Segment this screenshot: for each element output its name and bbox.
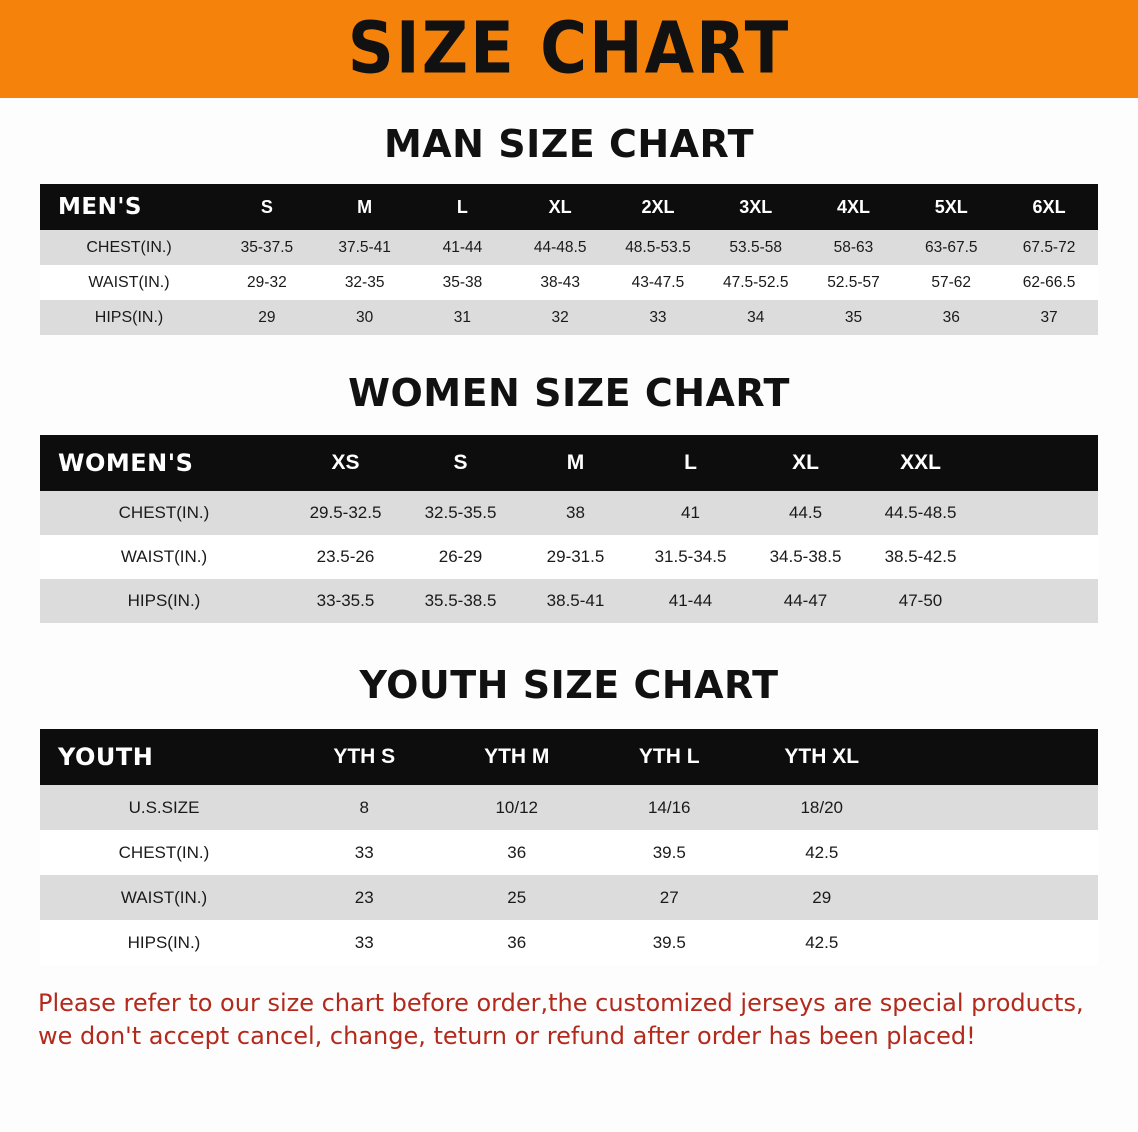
man-cell-1-1: 32-35: [316, 265, 414, 300]
man-section-heading: MAN SIZE CHART: [383, 122, 755, 166]
man-cell-2-6: 35: [805, 300, 903, 335]
women-section-heading: WOMEN SIZE CHART: [348, 371, 790, 415]
man-corner-label: MEN'S: [40, 184, 218, 230]
youth-cell-0-0: 8: [288, 785, 441, 830]
women-cell-0-1: 32.5-35.5: [403, 491, 518, 535]
man-cell-0-5: 53.5-58: [707, 230, 805, 265]
table-row: [40, 265, 1098, 300]
youth-corner-label: YOUTH: [40, 729, 288, 785]
youth-cell-3-0: 33: [288, 920, 441, 965]
man-row-0-label: CHEST(IN.): [40, 230, 218, 265]
women-cell-2-4: 44-47: [748, 579, 863, 623]
youth-row-2-label: WAIST(IN.): [40, 875, 288, 920]
women-cell-2-spacer: [978, 579, 1098, 623]
women-row-1-label: WAIST(IN.): [40, 535, 288, 579]
table-row: [40, 300, 1098, 335]
man-table-body: [40, 230, 1098, 335]
man-col-6: 4XL: [805, 184, 903, 230]
youth-size-table: [40, 729, 1098, 965]
man-cell-1-4: 43-47.5: [609, 265, 707, 300]
table-row: [40, 920, 1098, 965]
youth-cell-1-1: 36: [441, 830, 594, 875]
youth-row-3-label: HIPS(IN.): [40, 920, 288, 965]
man-cell-2-0: 29: [218, 300, 316, 335]
man-cell-0-4: 48.5-53.5: [609, 230, 707, 265]
youth-cell-1-2: 39.5: [593, 830, 746, 875]
page-banner: [0, 0, 1138, 98]
man-col-3: XL: [511, 184, 609, 230]
youth-cell-1-0: 33: [288, 830, 441, 875]
man-cell-0-8: 67.5-72: [1000, 230, 1098, 265]
man-cell-2-3: 32: [511, 300, 609, 335]
man-cell-2-8: 37: [1000, 300, 1098, 335]
youth-cell-2-3: 29: [746, 875, 899, 920]
youth-cell-0-spacer: [898, 785, 1098, 830]
youth-cell-0-1: 10/12: [441, 785, 594, 830]
women-cell-2-1: 35.5-38.5: [403, 579, 518, 623]
women-cell-0-2: 38: [518, 491, 633, 535]
table-row: [40, 579, 1098, 623]
women-cell-2-0: 33-35.5: [288, 579, 403, 623]
women-cell-2-2: 38.5-41: [518, 579, 633, 623]
man-cell-2-7: 36: [902, 300, 1000, 335]
man-cell-1-5: 47.5-52.5: [707, 265, 805, 300]
women-cell-1-1: 26-29: [403, 535, 518, 579]
man-cell-0-7: 63-67.5: [902, 230, 1000, 265]
youth-cell-2-1: 25: [441, 875, 594, 920]
women-row-2-label: HIPS(IN.): [40, 579, 288, 623]
women-col-5: XXL: [863, 435, 978, 491]
women-cell-2-3: 41-44: [633, 579, 748, 623]
women-cell-2-5: 47-50: [863, 579, 978, 623]
youth-cell-1-3: 42.5: [746, 830, 899, 875]
table-row: [40, 230, 1098, 265]
women-row-0-label: CHEST(IN.): [40, 491, 288, 535]
man-col-4: 2XL: [609, 184, 707, 230]
man-cell-1-6: 52.5-57: [805, 265, 903, 300]
man-cell-1-0: 29-32: [218, 265, 316, 300]
man-col-2: L: [414, 184, 512, 230]
youth-row-0-label: U.S.SIZE: [40, 785, 288, 830]
youth-col-2: YTH L: [593, 729, 746, 785]
man-col-8: 6XL: [1000, 184, 1098, 230]
man-cell-0-2: 41-44: [414, 230, 512, 265]
youth-section-heading: YOUTH SIZE CHART: [359, 663, 779, 707]
youth-cell-0-3: 18/20: [746, 785, 899, 830]
table-header-row: [40, 184, 1098, 230]
table-header-row: [40, 435, 1098, 491]
man-cell-2-2: 31: [414, 300, 512, 335]
table-header-row: [40, 729, 1098, 785]
youth-chart-wrapper: [0, 729, 1138, 965]
women-table-header: [40, 435, 1098, 491]
man-cell-2-5: 34: [707, 300, 805, 335]
disclaimer-line-2: we don't accept cancel, change, teturn or refund after order has been placed!: [38, 1022, 976, 1051]
table-row: [40, 875, 1098, 920]
disclaimer-line-1: Please refer to our size chart before order,the customized jerseys are special products,: [38, 989, 1084, 1017]
table-row: [40, 785, 1098, 830]
youth-col-3: YTH XL: [746, 729, 899, 785]
man-cell-2-4: 33: [609, 300, 707, 335]
youth-cell-1-spacer: [898, 830, 1098, 875]
man-col-1: M: [316, 184, 414, 230]
disclaimer-note: [38, 987, 1100, 1053]
man-chart-wrapper: [0, 184, 1138, 335]
youth-cell-3-spacer: [898, 920, 1098, 965]
women-cell-0-5: 44.5-48.5: [863, 491, 978, 535]
youth-col-1: YTH M: [441, 729, 594, 785]
table-row: [40, 830, 1098, 875]
women-cell-1-4: 34.5-38.5: [748, 535, 863, 579]
women-col-spacer: [978, 435, 1098, 491]
man-cell-0-6: 58-63: [805, 230, 903, 265]
man-cell-0-3: 44-48.5: [511, 230, 609, 265]
man-cell-1-2: 35-38: [414, 265, 512, 300]
women-cell-1-3: 31.5-34.5: [633, 535, 748, 579]
man-table-header: [40, 184, 1098, 230]
youth-cell-2-2: 27: [593, 875, 746, 920]
women-cell-0-spacer: [978, 491, 1098, 535]
women-cell-0-3: 41: [633, 491, 748, 535]
man-size-table: [40, 184, 1098, 335]
women-cell-1-0: 23.5-26: [288, 535, 403, 579]
women-col-4: XL: [748, 435, 863, 491]
man-cell-1-8: 62-66.5: [1000, 265, 1098, 300]
youth-table-header: [40, 729, 1098, 785]
table-row: [40, 491, 1098, 535]
youth-cell-3-1: 36: [441, 920, 594, 965]
women-col-0: XS: [288, 435, 403, 491]
youth-col-0: YTH S: [288, 729, 441, 785]
man-col-0: S: [218, 184, 316, 230]
man-col-5: 3XL: [707, 184, 805, 230]
man-cell-0-1: 37.5-41: [316, 230, 414, 265]
women-chart-wrapper: [0, 435, 1138, 623]
youth-cell-3-2: 39.5: [593, 920, 746, 965]
youth-col-spacer: [898, 729, 1098, 785]
man-row-2-label: HIPS(IN.): [40, 300, 218, 335]
man-cell-1-7: 57-62: [902, 265, 1000, 300]
women-cell-0-0: 29.5-32.5: [288, 491, 403, 535]
table-row: [40, 535, 1098, 579]
youth-cell-0-2: 14/16: [593, 785, 746, 830]
women-col-1: S: [403, 435, 518, 491]
women-col-2: M: [518, 435, 633, 491]
women-corner-label: WOMEN'S: [40, 435, 288, 491]
youth-cell-3-3: 42.5: [746, 920, 899, 965]
youth-cell-2-0: 23: [288, 875, 441, 920]
youth-table-body: [40, 785, 1098, 965]
women-table-body: [40, 491, 1098, 623]
man-cell-1-3: 38-43: [511, 265, 609, 300]
man-cell-0-0: 35-37.5: [218, 230, 316, 265]
page-title: SIZE CHART: [347, 7, 791, 91]
women-size-table: [40, 435, 1098, 623]
women-cell-1-spacer: [978, 535, 1098, 579]
man-cell-2-1: 30: [316, 300, 414, 335]
man-row-1-label: WAIST(IN.): [40, 265, 218, 300]
women-cell-1-5: 38.5-42.5: [863, 535, 978, 579]
youth-row-1-label: CHEST(IN.): [40, 830, 288, 875]
women-cell-1-2: 29-31.5: [518, 535, 633, 579]
women-cell-0-4: 44.5: [748, 491, 863, 535]
man-col-7: 5XL: [902, 184, 1000, 230]
youth-cell-2-spacer: [898, 875, 1098, 920]
women-col-3: L: [633, 435, 748, 491]
